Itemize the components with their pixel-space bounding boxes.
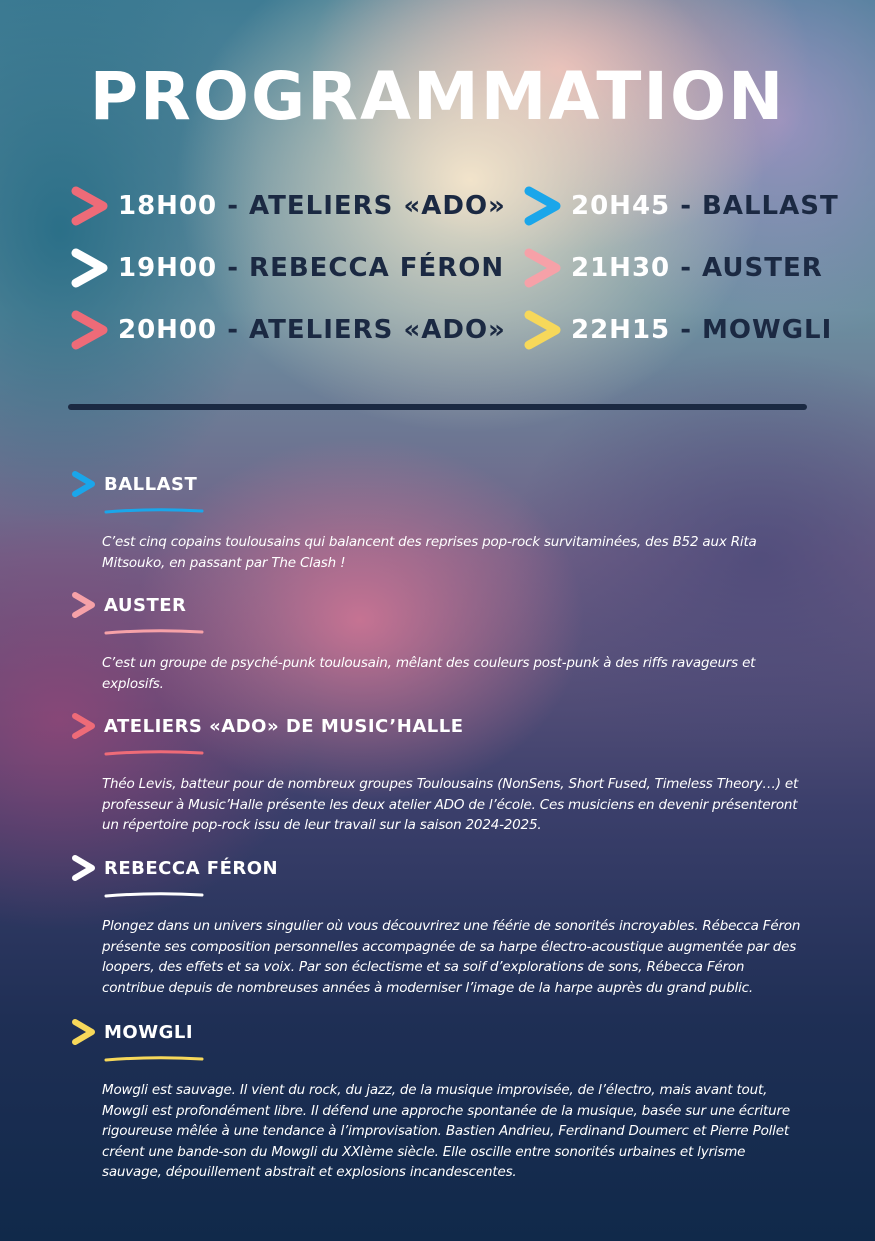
schedule-separator: - <box>680 315 692 345</box>
schedule-separator: - <box>227 315 239 345</box>
section-title: BALLAST <box>104 473 198 495</box>
artist-section <box>70 711 805 836</box>
title-underline <box>104 629 204 635</box>
artist-section <box>70 469 805 573</box>
chevron-right-icon <box>70 185 110 227</box>
divider <box>68 404 807 410</box>
schedule-separator: - <box>227 191 239 221</box>
schedule-time: 20H00 <box>118 315 218 345</box>
section-description: Mowgli est sauvage. Il vient du rock, du jazz, de la musique improvisée, de l’électro, mais avant tout, Mowgli est profondément libre. Il défend une approche spontanée de la musique, basée sur une écriture rigoureuse mêlée à une tendance à l’improvisation. Bastien Andrieu, Ferdinand Doumerc et Pierre Pollet créent une bande-son du Mowgli du XXIème siècle. Elle oscille entre sonorités urbaines et lyrisme sauvage, dépouillement abstrait et explosions incandescentes. <box>102 1082 790 1180</box>
artist-section <box>70 1017 805 1183</box>
section-description: C’est un groupe de psyché-punk toulousain, mêlant des couleurs post-punk à des riffs ravageurs et explosifs. <box>102 655 756 692</box>
schedule-act: ATELIERS «ADO» <box>249 191 506 221</box>
section-description: Plongez dans un univers singulier où vous découvrirez une féérie de sonorités incroyables. Rébecca Féron présente ses composition personnelles accompagnée de sa harpe électro-acoustique augmentée par des loopers, des effets et sa voix. Par son éclectisme et sa soif d’explorations de sons, Rébecca Féron contribue depuis de nombreuses années à moderniser l’image de la harpe auprès du grand public. <box>102 918 801 996</box>
section-title: MOWGLI <box>104 1021 194 1043</box>
artist-section <box>70 853 805 998</box>
schedule-act: AUSTER <box>702 253 823 283</box>
chevron-right-icon <box>70 309 110 351</box>
schedule-time: 20H45 <box>571 191 671 221</box>
section-title: REBECCA FÉRON <box>104 857 279 879</box>
artist-section <box>70 590 805 694</box>
schedule-item <box>70 245 504 291</box>
schedule-act: MOWGLI <box>702 315 833 345</box>
chevron-right-icon <box>70 711 98 741</box>
schedule-act: BALLAST <box>702 191 839 221</box>
chevron-right-icon <box>523 247 563 289</box>
title-underline <box>104 508 204 514</box>
chevron-right-icon <box>70 853 98 883</box>
schedule-time: 19H00 <box>118 253 218 283</box>
schedule-item <box>70 307 506 353</box>
section-title: ATELIERS «ADO» DE MUSIC’HALLE <box>104 715 464 737</box>
schedule-item <box>523 245 823 291</box>
chevron-right-icon <box>70 247 110 289</box>
section-title: AUSTER <box>104 594 187 616</box>
page-title: PROGRAMMATION <box>89 58 786 135</box>
schedule-act: ATELIERS «ADO» <box>249 315 506 345</box>
schedule-act: REBECCA FÉRON <box>249 253 505 283</box>
schedule-item <box>523 183 839 229</box>
schedule-item <box>523 307 832 353</box>
title-underline <box>104 750 204 756</box>
section-description: C’est cinq copains toulousains qui balancent des reprises pop-rock survitaminées, des B52 aux Rita Mitsouko, en passant par The Clash ! <box>102 534 757 571</box>
section-description: Théo Levis, batteur pour de nombreux groupes Toulousains (NonSens, Short Fused, Timeless Theory…) et professeur à Music’Halle présente les deux atelier ADO de l’école. Ces musiciens en devenir présenteront un répertoire pop-rock issu de leur travail sur la saison 2024-2025. <box>102 776 799 833</box>
chevron-right-icon <box>70 1017 98 1047</box>
schedule-separator: - <box>227 253 239 283</box>
title-underline <box>104 892 204 898</box>
schedule-time: 21H30 <box>571 253 671 283</box>
schedule-time: 22H15 <box>571 315 671 345</box>
chevron-right-icon <box>523 309 563 351</box>
schedule-separator: - <box>680 253 692 283</box>
title-underline <box>104 1056 204 1062</box>
chevron-right-icon <box>523 185 563 227</box>
schedule-item <box>70 183 506 229</box>
schedule-separator: - <box>680 191 692 221</box>
chevron-right-icon <box>70 590 98 620</box>
schedule-time: 18H00 <box>118 191 218 221</box>
chevron-right-icon <box>70 469 98 499</box>
